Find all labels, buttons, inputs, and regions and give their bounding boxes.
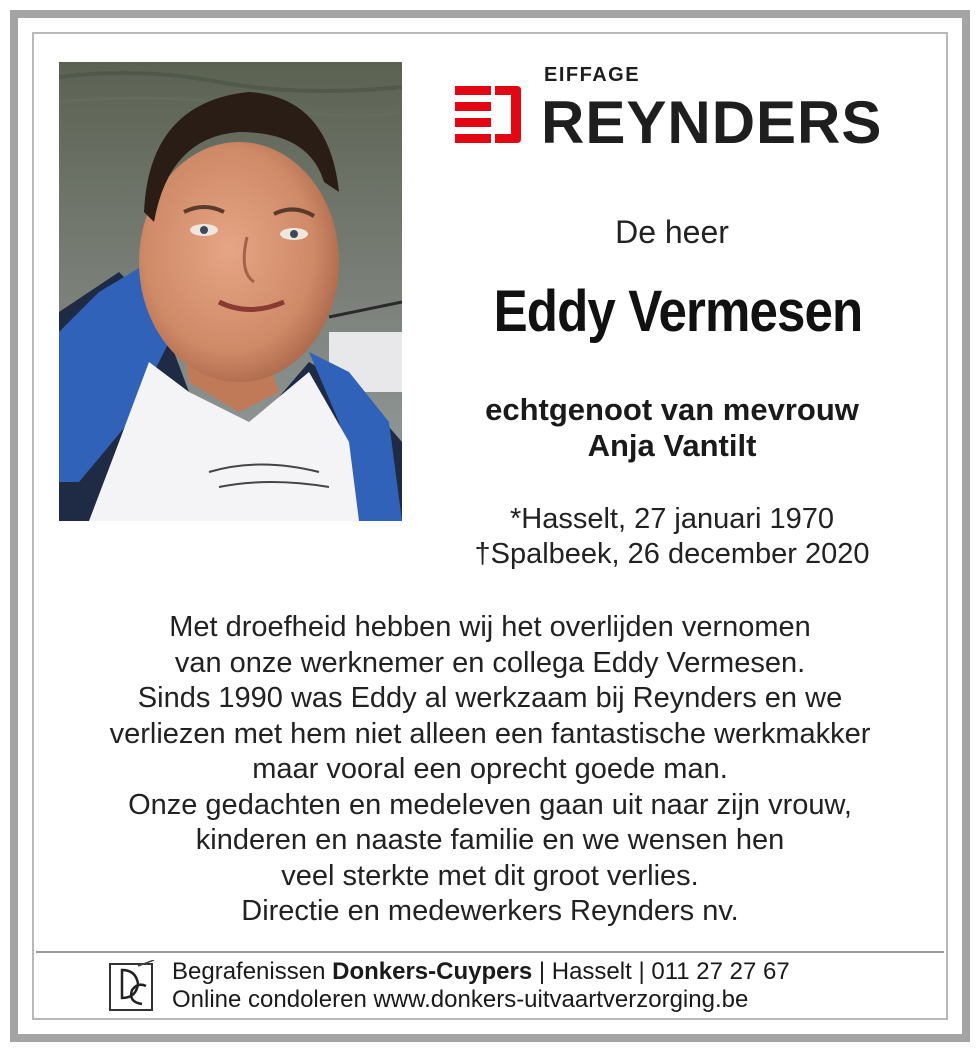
- spouse-name: Anja Vantilt: [587, 428, 757, 463]
- condolence-message: [40, 610, 940, 930]
- dc-monogram-icon: [108, 960, 156, 1012]
- message-line: verliezen met hem niet alleen een fantastische werkmakker: [109, 717, 871, 750]
- undertaker-name: Donkers-Cuypers: [332, 958, 533, 985]
- footer-divider: [36, 951, 944, 953]
- reynders-logo: [455, 64, 915, 164]
- message-line: maar vooral een oprecht goede man.: [252, 753, 728, 785]
- undertaker-line: [172, 958, 790, 986]
- message-line: kinderen en naaste familie en we wensen hen: [195, 824, 785, 856]
- message-line: Met droefheid hebben wij het overlijden vernomen: [169, 611, 811, 643]
- message-line: Onze gedachten en medeleven gaan uit naar zijn vrouw,: [128, 788, 852, 821]
- online-condolence-link[interactable]: Online condoleren www.donkers-uitvaartverzorging.be: [172, 986, 749, 1013]
- message-line: Directie en medewerkers Reynders nv.: [241, 895, 739, 927]
- logo-eiffage-text: EIFFAGE: [544, 64, 641, 86]
- deceased-name: Eddy Vermesen: [493, 279, 863, 344]
- logo-reynders-text: REYNDERS: [541, 89, 883, 156]
- salutation: De heer: [615, 214, 729, 250]
- reynders-mark-icon: [455, 84, 523, 150]
- spouse-relation: echtgenoot van mevrouw: [485, 392, 859, 427]
- birth-date: *Hasselt, 27 januari 1970: [509, 503, 835, 535]
- portrait-photo: [59, 62, 402, 521]
- message-line: Sinds 1990 was Eddy al werkzaam bij Reynders en we: [137, 682, 843, 714]
- undertaker-prefix: Begrafenissen: [172, 958, 333, 985]
- message-line: van onze werknemer en collega Eddy Vermesen.: [174, 646, 806, 679]
- death-date: †Spalbeek, 26 december 2020: [474, 538, 870, 570]
- message-line: veel sterkte met dit groot verlies.: [281, 859, 699, 892]
- undertaker-contact: | Hasselt | 011 27 27 67: [532, 958, 790, 985]
